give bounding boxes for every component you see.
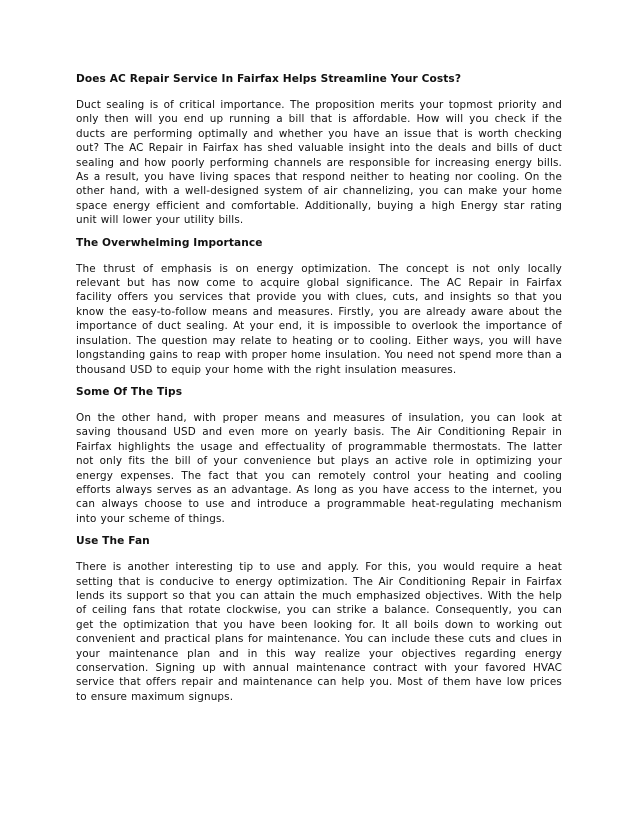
- section-heading: Does AC Repair Service In Fairfax Helps Streamline Your Costs?: [76, 73, 462, 85]
- section-paragraph: The thrust of emphasis is on energy optimization. The concept is not only locally relevant but has now come to acquire global significance. The AC Repair in Fairfax facility offers you services that provide you with clues, cuts, and insights so that you know the easy-to-follow means and measures. Firstly, you are already aware about the importance of duct sealing. At your end, it is impossible to overlook the importance of insulation. The question may relate to heating or to cooling. Either ways, you will have longstanding gains to reap with proper home insulation. You need not spend more than a thousand USD to equip your home with the right insulation measures.: [76, 262, 562, 376]
- section-some-tips: [76, 385, 562, 526]
- document-page: [76, 72, 562, 712]
- section-paragraph: On the other hand, with proper means and measures of insulation, you can look at saving thousand USD and even more on yearly basis. The Air Conditioning Repair in Fairfax highlights the usage and effectuality of programmable thermostats. The latter not only fits the bill of your convenience but plays an active role in optimizing your energy expenses. The fact that you can remotely control your heating and cooling efforts always serves as an advantage. As long as you have access to the internet, you can always choose to use and introduce a programmable heat-regulating mechanism into your scheme of things.: [76, 411, 562, 525]
- section-use-fan: [76, 534, 562, 704]
- section-heading: Use The Fan: [76, 535, 150, 548]
- section-heading: The Overwhelming Importance: [76, 236, 263, 249]
- section-paragraph: There is another interesting tip to use and apply. For this, you would require a heat setting that is conducive to energy optimization. The Air Conditioning Repair in Fairfax lends its support so that you can attain the much emphasized objectives. With the help of ceiling fans that rotate clockwise, you can strike a balance. Consequently, you can get the optimization that you have been looking for. It all boils down to working out convenient and practical plans for maintenance. You can include these cuts and clues in your maintenance plan and in this way realize your objectives regarding energy conservation. Signing up with annual maintenance contract with your favored HVAC service that offers repair and maintenance can help you. Most of them have low prices to ensure maximum signups.: [76, 561, 562, 703]
- section-ac-repair-costs: [76, 72, 562, 228]
- section-heading: Some Of The Tips: [76, 385, 183, 398]
- section-overwhelming-importance: [76, 236, 562, 377]
- section-paragraph: Duct sealing is of critical importance. The proposition merits your topmost priority and only then will you end up running a bill that is affordable. How will you check if the ducts are performing optimally and whether you have an issue that is worth checking out? The AC Repair in Fairfax has shed valuable insight into the deals and bills of duct sealing and how poorly performing channels are responsible for increasing energy bills. As a result, you have living spaces that respond neither to heating nor cooling. On the other hand, with a well-designed system of air channelizing, you can make your home space energy efficient and comfortable. Additionally, buying a high Energy star rating unit will lower your utility bills.: [76, 99, 562, 227]
